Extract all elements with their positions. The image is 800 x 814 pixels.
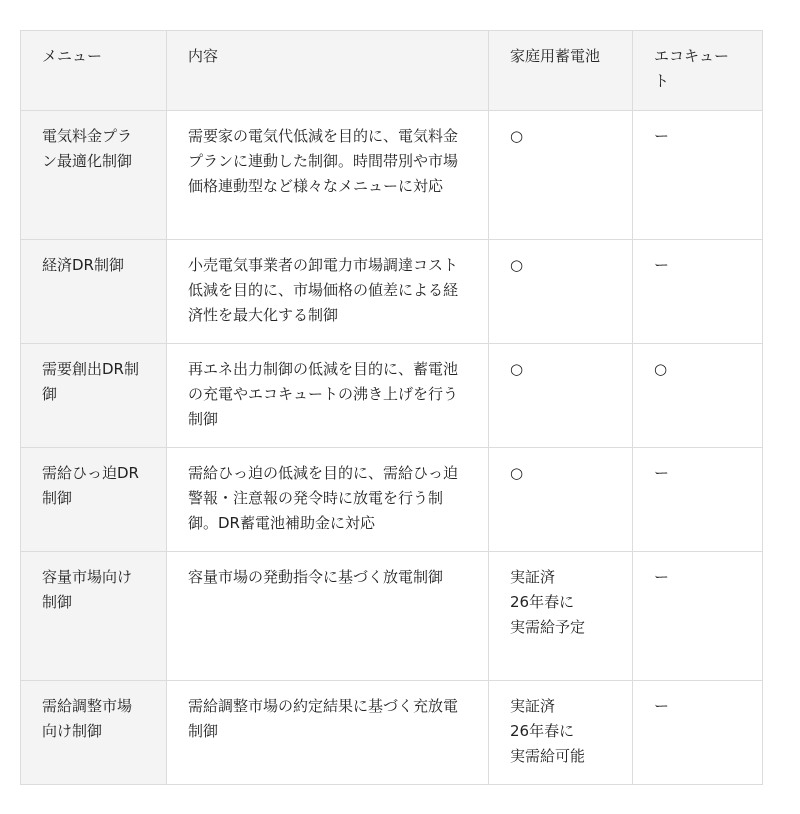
table-row — [21, 240, 763, 344]
table-row — [21, 111, 763, 240]
row-content-cell: 需給調整市場の約定結果に基づく充放電制御 — [167, 681, 489, 785]
row-menu-cell: 需給ひっ迫DR制御 — [21, 448, 167, 552]
row-battery-cell: ○ — [489, 448, 633, 552]
row-content-cell: 需給ひっ迫の低減を目的に、需給ひっ迫警報・注意報の発令時に放電を行う制御。DR蓄電池補助金に対応 — [167, 448, 489, 552]
row-battery-cell: 実証済 26年春に 実需給可能 — [489, 681, 633, 785]
table-row — [21, 344, 763, 448]
row-ecocute-cell: ー — [633, 681, 763, 785]
row-ecocute-cell: ー — [633, 448, 763, 552]
row-battery-cell: 実証済 26年春に 実需給予定 — [489, 552, 633, 681]
row-menu-cell: 経済DR制御 — [21, 240, 167, 344]
row-menu-cell: 容量市場向け制御 — [21, 552, 167, 681]
table-row — [21, 681, 763, 785]
row-content-cell: 容量市場の発動指令に基づく放電制御 — [167, 552, 489, 681]
row-ecocute-cell: ○ — [633, 344, 763, 448]
row-battery-cell: ○ — [489, 240, 633, 344]
header-row — [21, 31, 763, 111]
control-menu-table-container — [20, 30, 762, 785]
row-battery-cell: ○ — [489, 344, 633, 448]
header-content: 内容 — [167, 31, 489, 111]
table-row — [21, 448, 763, 552]
row-ecocute-cell: ー — [633, 240, 763, 344]
row-menu-cell: 需給調整市場向け制御 — [21, 681, 167, 785]
header-menu: メニュー — [21, 31, 167, 111]
row-battery-cell: ○ — [489, 111, 633, 240]
row-ecocute-cell: ー — [633, 111, 763, 240]
row-menu-cell: 需要創出DR制御 — [21, 344, 167, 448]
table-row — [21, 552, 763, 681]
row-ecocute-cell: ー — [633, 552, 763, 681]
row-menu-cell: 電気料金プラン最適化制御 — [21, 111, 167, 240]
header-home-battery: 家庭用蓄電池 — [489, 31, 633, 111]
row-content-cell: 小売電気事業者の卸電力市場調達コスト低減を目的に、市場価格の値差による経済性を最大化する制御 — [167, 240, 489, 344]
header-ecocute: エコキュート — [633, 31, 763, 111]
row-content-cell: 需要家の電気代低減を目的に、電気料金プランに連動した制御。時間帯別や市場価格連動型など様々なメニューに対応 — [167, 111, 489, 240]
table-header — [21, 31, 763, 111]
control-menu-table — [20, 30, 763, 785]
row-content-cell: 再エネ出力制御の低減を目的に、蓄電池の充電やエコキュートの沸き上げを行う制御 — [167, 344, 489, 448]
table-body — [21, 111, 763, 785]
